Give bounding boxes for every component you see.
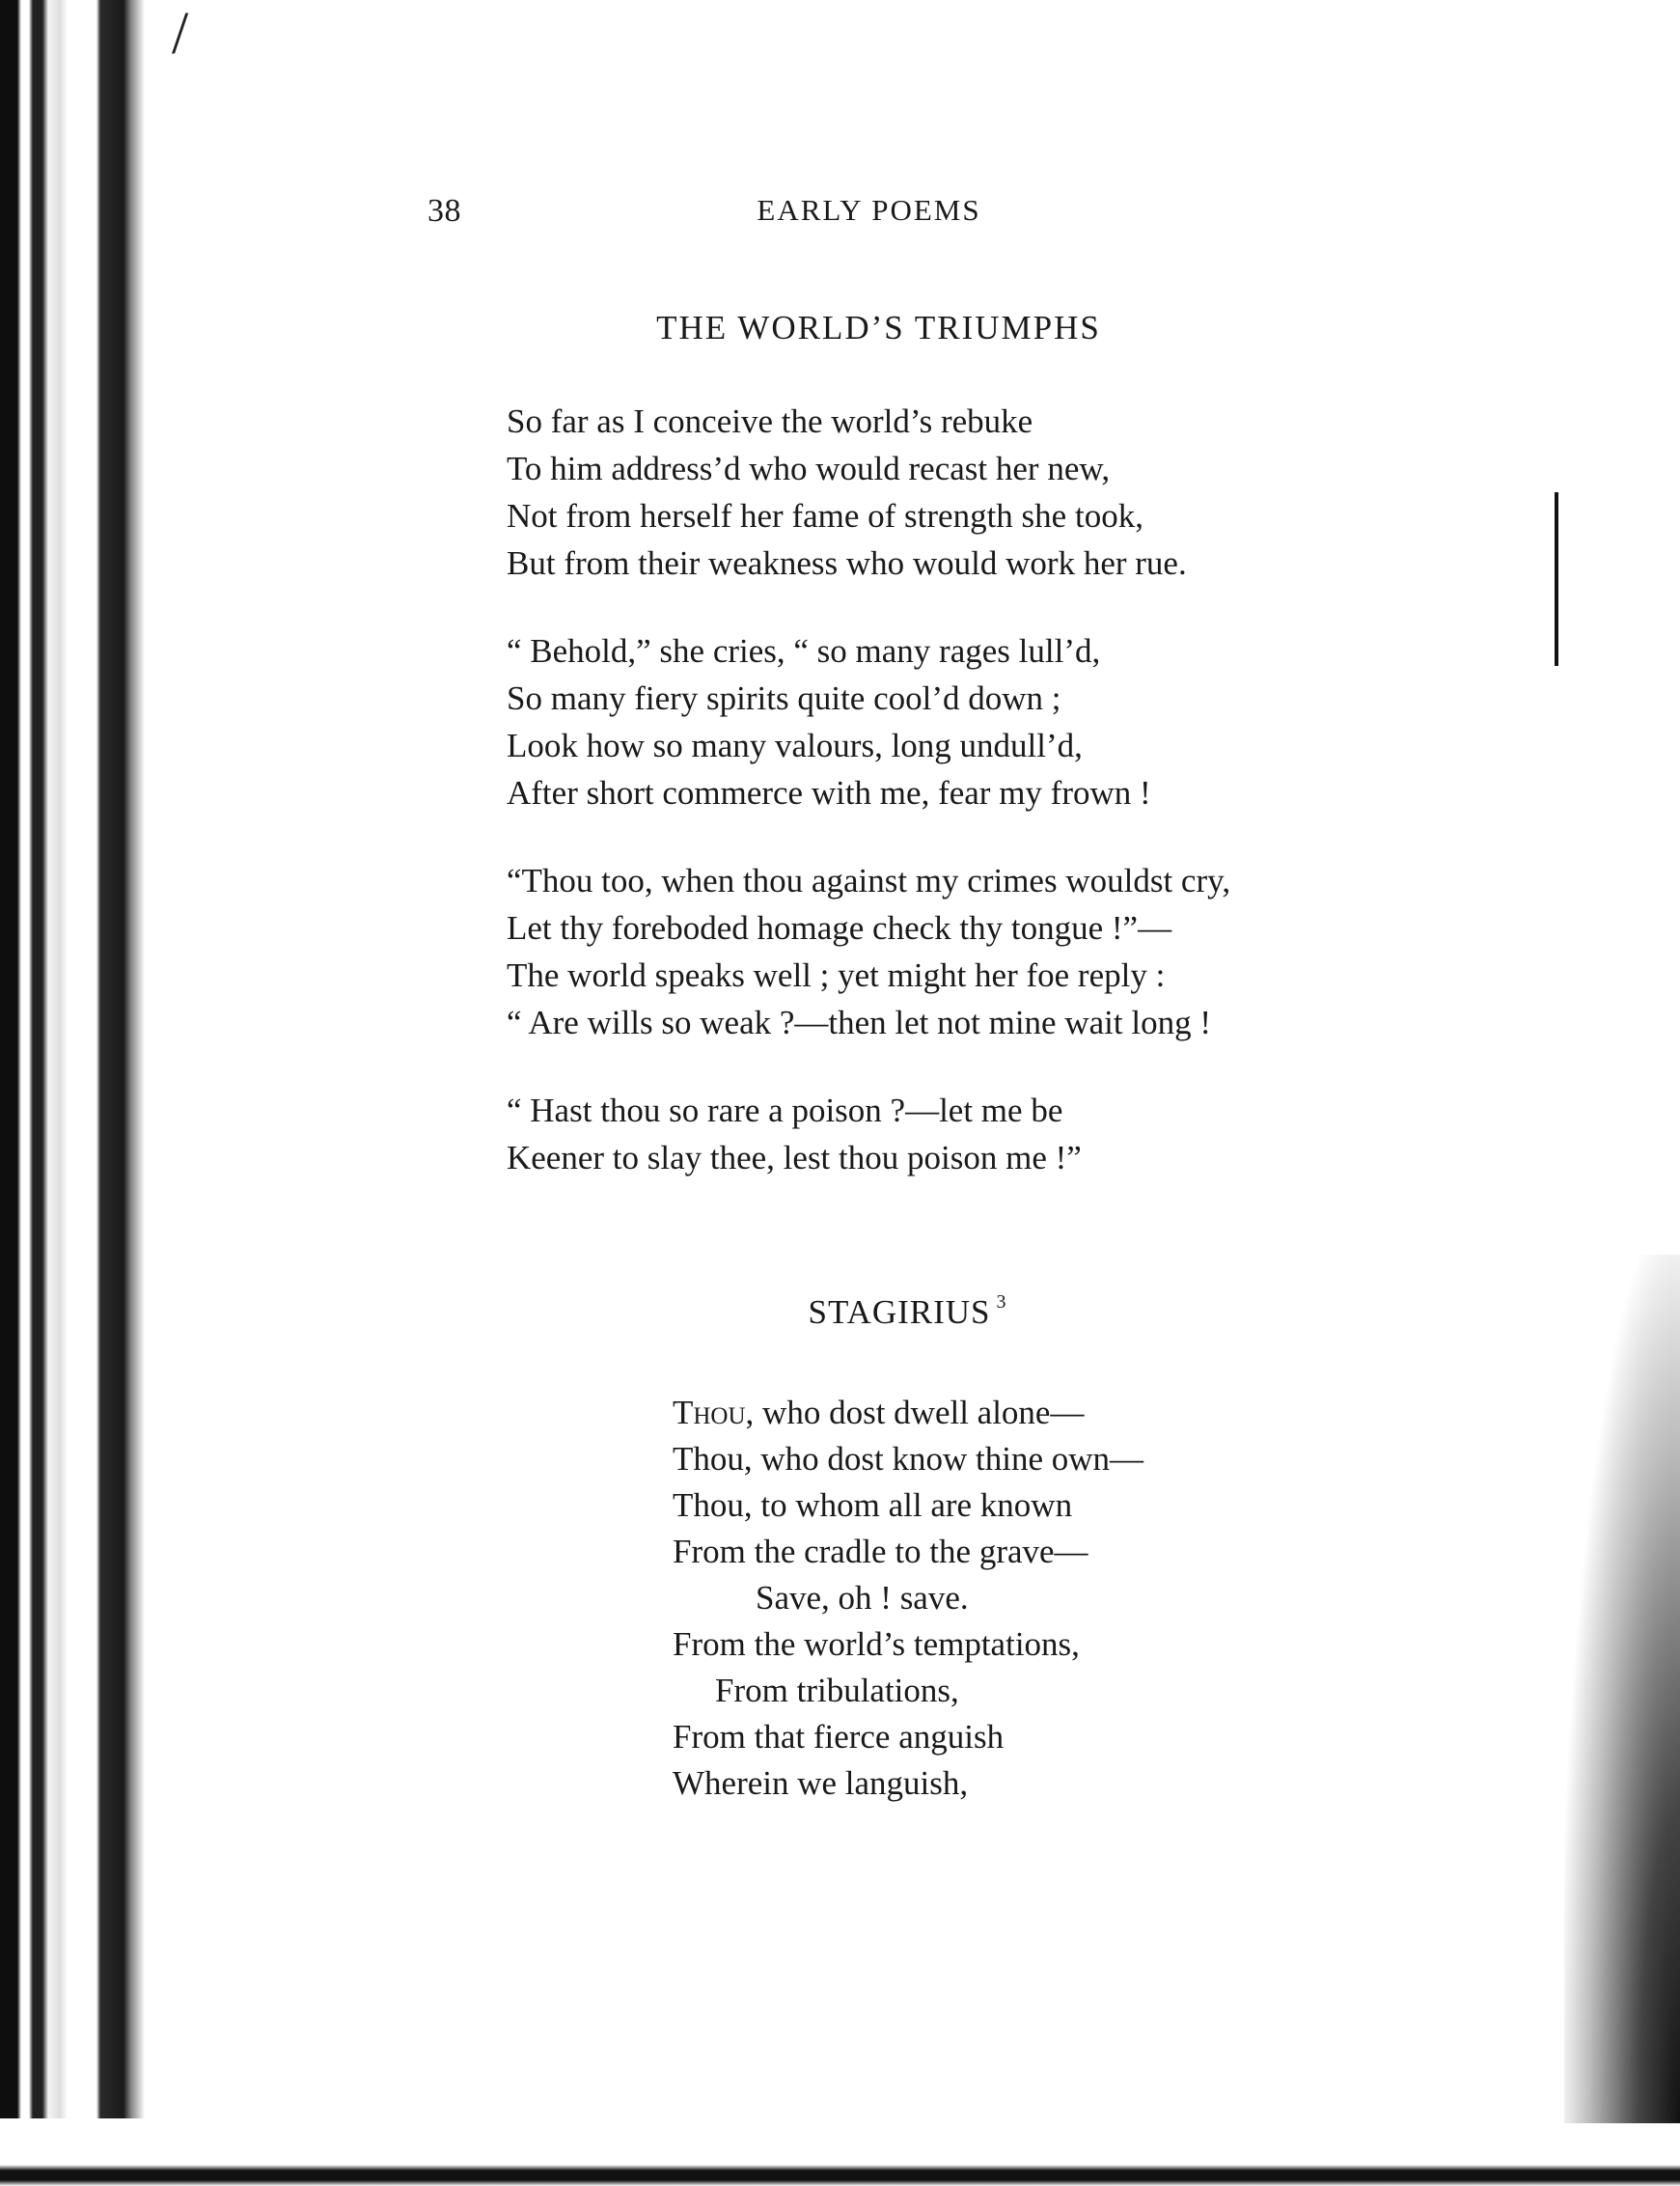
running-head: EARLY POEMS — [757, 193, 981, 227]
stanza — [507, 627, 1501, 816]
section-title — [0, 1291, 1680, 1332]
verse-line — [673, 1390, 1348, 1436]
section-body — [673, 1390, 1348, 1807]
verse-line: “ Are wills so weak ?—then let not mine wait long ! — [507, 1004, 1211, 1041]
verse-line: So many fiery spirits quite cool’d down ; — [507, 679, 1061, 717]
drop-word: Thou — [673, 1394, 746, 1431]
stanza — [507, 857, 1501, 1046]
verse-line: Thou, to whom all are known — [673, 1486, 1073, 1524]
verse-line: “ Hast thou so rare a poison ?—let me be — [507, 1092, 1063, 1129]
verse-line: From the world’s temptations, — [673, 1625, 1080, 1663]
footnote-marker: 3 — [996, 1291, 1007, 1313]
stanza — [507, 1087, 1501, 1181]
verse-line-rest: , who dost dwell alone— — [745, 1394, 1085, 1431]
page-bottom-edge — [0, 2118, 1680, 2186]
verse-line: Thou, who dost know thine own— — [673, 1440, 1144, 1478]
verse-line: Save, oh ! save. — [756, 1579, 969, 1617]
page-corner-shadow — [1564, 1255, 1680, 2123]
verse-line: From the cradle to the grave— — [673, 1533, 1088, 1570]
poem-body — [507, 398, 1501, 1222]
stanza — [507, 398, 1501, 587]
verse-line: Look how so many valours, long undull’d, — [507, 727, 1083, 764]
verse-line: But from their weakness who would work her rue. — [507, 544, 1187, 582]
verse-line: From that fierce anguish — [673, 1718, 1005, 1756]
verse-line: Not from herself her fame of strength she took, — [507, 497, 1143, 535]
verse-line: The world speaks well ; yet might her foe reply : — [507, 956, 1166, 994]
verse-line: Wherein we languish, — [673, 1764, 969, 1802]
poem-title: THE WORLD’S TRIUMPHS — [656, 309, 1101, 346]
verse-line: So far as I conceive the world’s rebuke — [507, 402, 1033, 440]
section-title-text: STAGIRIUS — [808, 1293, 991, 1331]
verse-line: After short commerce with me, fear my frown ! — [507, 774, 1151, 812]
verse-line: To him address’d who would recast her new, — [507, 450, 1111, 487]
verse-line: “Thou too, when thou against my crimes wouldst cry, — [507, 862, 1231, 899]
margin-rule — [1555, 492, 1558, 666]
margin-pencil-mark: / — [172, 1, 189, 67]
verse-line: Keener to slay thee, lest thou poison me !” — [507, 1139, 1082, 1176]
verse-line: “ Behold,” she cries, “ so many rages lull’d, — [507, 632, 1101, 670]
verse-line: Let thy foreboded homage check thy tongue !”— — [507, 909, 1172, 947]
page-number: 38 — [427, 193, 461, 229]
verse-line: From tribulations, — [715, 1672, 959, 1709]
